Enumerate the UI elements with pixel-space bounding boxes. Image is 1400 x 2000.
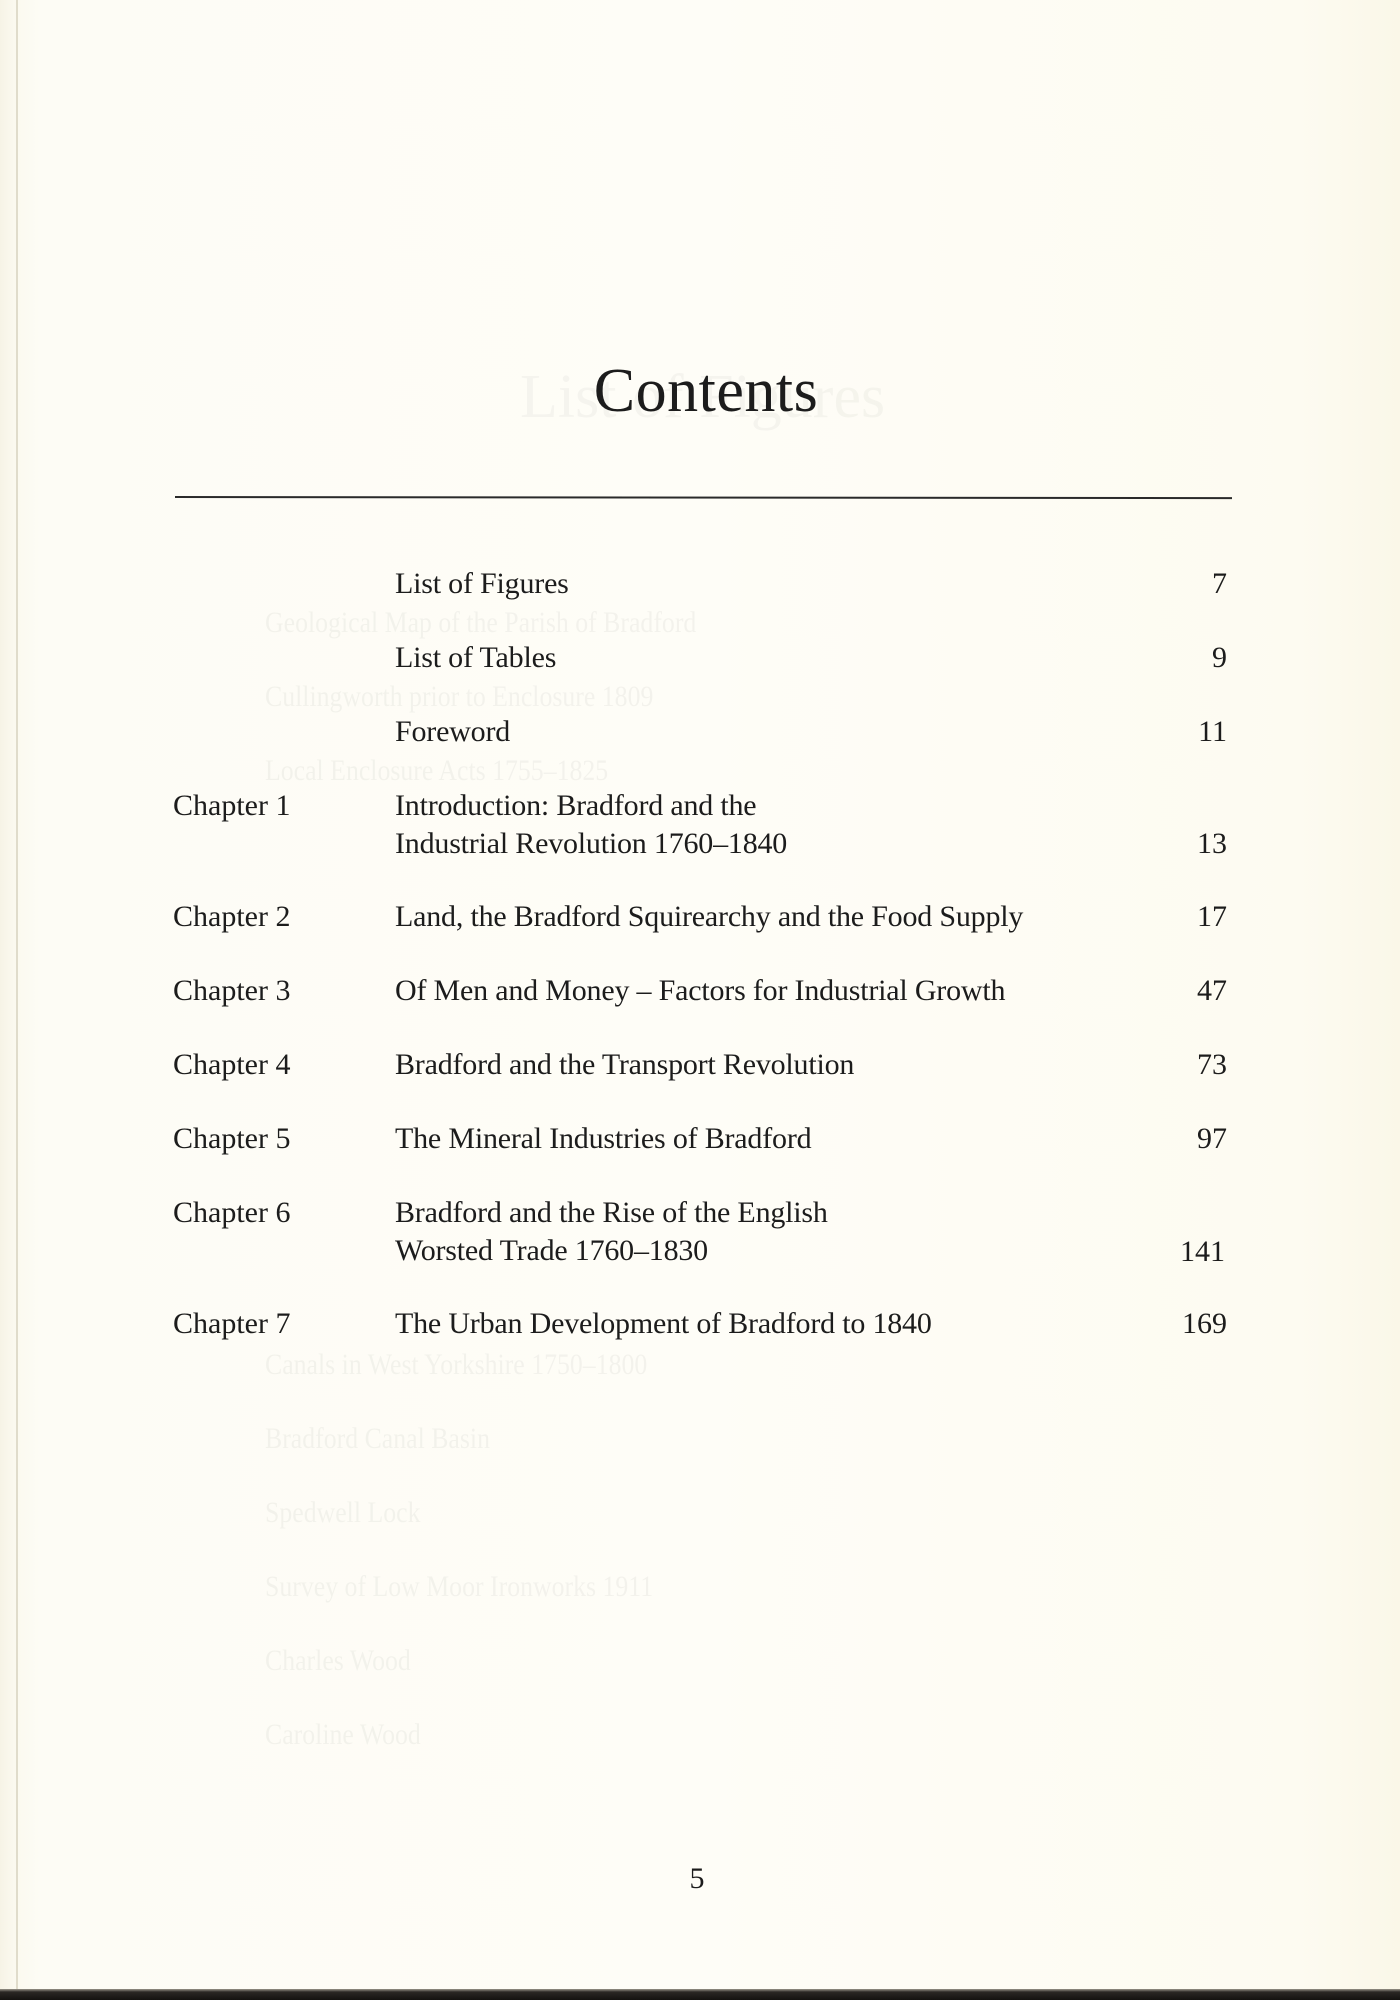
title-line: Bradford and the Rise of the English — [395, 1196, 828, 1229]
toc-entry-title — [395, 972, 1005, 1010]
chapter-label: Chapter 2 — [173, 900, 291, 933]
toc-entry-page: 7 — [1212, 567, 1227, 600]
page-title: Contents — [593, 357, 819, 425]
bleed-through-line — [265, 1718, 421, 1752]
toc-entry-title — [395, 1046, 854, 1084]
scan-edge-shadow — [0, 1989, 1400, 2000]
toc-entry-page: 17 — [1197, 900, 1227, 933]
bleed-through-line — [265, 1570, 653, 1604]
chapter-label: Chapter 7 — [173, 1307, 291, 1340]
chapter-label: Chapter 4 — [173, 1048, 291, 1081]
title-line: Industrial Revolution 1760–1840 — [395, 827, 788, 860]
toc-entry-page: 9 — [1212, 641, 1227, 674]
toc-entry-title — [395, 898, 1023, 936]
toc-entry-title — [395, 1120, 811, 1158]
bleed-through-line — [265, 754, 608, 788]
toc-entry-page: 73 — [1197, 1048, 1227, 1081]
toc-entry-page: 97 — [1197, 1122, 1227, 1155]
toc-entry-title — [395, 1194, 828, 1270]
chapter-label: Chapter 5 — [173, 1122, 291, 1155]
bleed-through-line — [265, 680, 653, 714]
toc-entry-title — [395, 787, 787, 863]
bleed-through-line — [265, 1644, 411, 1678]
chapter-label: Chapter 3 — [173, 974, 291, 1007]
chapter-label: Chapter 6 — [173, 1196, 291, 1229]
toc-entry-page: 47 — [1197, 974, 1227, 1007]
title-rule — [175, 496, 1232, 499]
title-line: The Mineral Industries of Bradford — [395, 1122, 812, 1155]
title-line: Land, the Bradford Squirearchy and the Food Supply — [395, 900, 1024, 933]
title-line: Bradford and the Transport Revolution — [395, 1048, 855, 1081]
title-line: Of Men and Money – Factors for Industrial Growth — [395, 974, 1006, 1007]
title-line: Introduction: Bradford and the — [395, 789, 757, 822]
title-line: The Urban Development of Bradford to 1840 — [395, 1307, 932, 1340]
toc-entry-page: 141 — [1180, 1235, 1225, 1268]
toc-entry-page: 169 — [1182, 1307, 1227, 1340]
title-line: Worsted Trade 1760–1830 — [395, 1234, 708, 1267]
toc-entry-page: 13 — [1197, 827, 1227, 860]
page-number: 5 — [689, 1862, 705, 1895]
toc-entry-title: List of Tables — [395, 641, 557, 674]
page-gutter-edge — [16, 0, 18, 1990]
toc-entry-title: Foreword — [395, 715, 511, 748]
bleed-through-line — [265, 1422, 490, 1456]
bleed-through-line — [265, 1496, 420, 1530]
chapter-label: Chapter 1 — [173, 789, 291, 822]
bleed-through-line — [265, 606, 696, 640]
toc-entry-page: 11 — [1198, 715, 1227, 748]
bleed-through-line — [265, 1348, 647, 1382]
toc-entry-title — [395, 1305, 932, 1343]
toc-entry-title: List of Figures — [395, 567, 569, 600]
